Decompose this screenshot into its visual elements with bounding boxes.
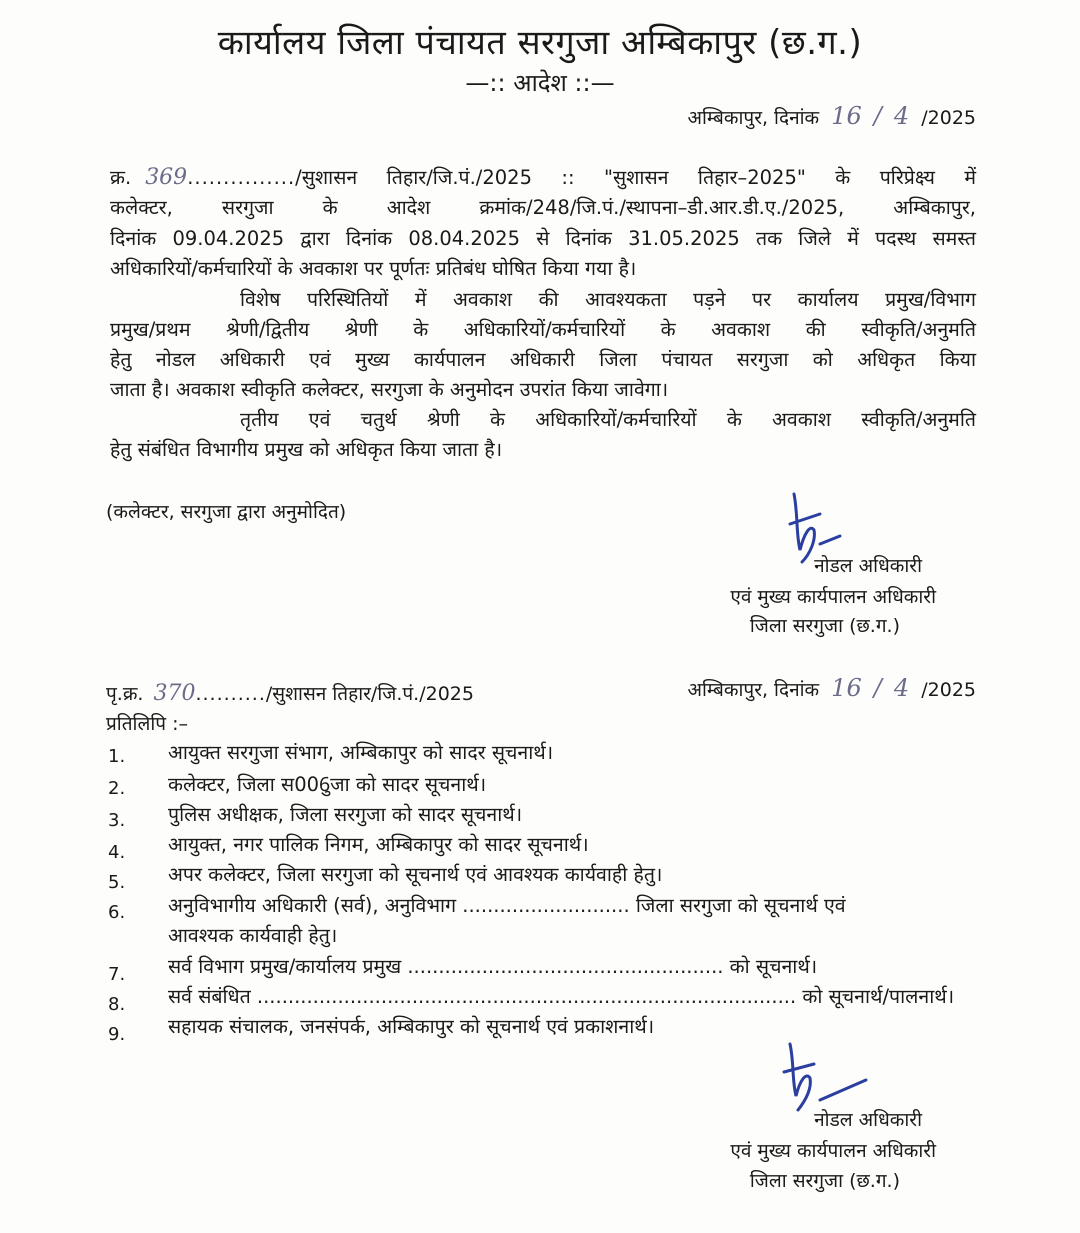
endorsement-number: पृ.क्र. 370........../सुशासन तिहार/जि.पं./2025 xyxy=(106,681,474,706)
document-page: कार्यालय जिला पंचायत सरगुजा अम्बिकापुर (छ.ग.) —:: आदेश ::— अम्बिकापुर, दिनांक 16 / 4 /2025 क्र. 369.............../सुशासन तिहार/जि.पं./2025 :: "सुशासन तिहार–2025" के परिप्रेक्ष्य में कलेक्टर, सरगुजा के आदेश क्रमांक/248/जि.पं./स्थापना–डी.आर.डी.ए./2025, अम्बिकापुर, दिनांक 09.04.2025 द्वारा दिनांक 08.04.2025 से दिनांक 31.05.2025 तक जिले में पदस्थ समस्त अधिकारियों/कर्मचारियों के अवकाश पर पूर्णतः प्रतिबंध घोषित किया गया है। विशेष परिस्थितियों में अवकाश की आवश्यकता पड़ने पर कार्यालय प्रमुख/विभाग प्रमुख/प्रथम श्रेणी/द्वितीय श्रेणी के अधिकारियों/कर्मचारियों के अवकाश की स्वीकृति/अनुमति हेतु नोडल अधिकारी एवं मुख्य कार्यपालन अधिकारी जिला पंचायत सरगुजा को अधिकृत किया जाता है। अवकाश स्वीकृति कलेक्टर, सरगुजा के अनुमोदन उपरांत किया जावेगा। तृतीय एवं चतुर्थ श्रेणी के अधिकारियों/कर्मचारियों के अवकाश स्वीकृति/अनुमति हेतु संबंधित विभागीय प्रमुख को अधिकृत किया जाता है। (कलेक्टर, सरगुजा द्वारा अनुमोदित) नोडल अधिकारी एवं मुख्य कार्यपालन अधिकारी जिला सरगुजा (छ.ग.) पृ.क्र. 370........../सुशासन तिहार/जि.पं./2025 अम्बिकापुर, दिनांक 16 / 4 /2025 प्रतिलिपि :– 1. आयुक्त सरगुजा संभाग, अम्बिकापुर को सादर सूचनार्थ। 2. कलेक्टर, जिला स006ुजा को सादर सूचनार्थ। 3. पुलिस अधीक्षक, जिला सरगुजा को सादर सूचनार्थ। 4. आयुक्त, नगर पालिक निगम, अम्बिकापुर को सादर सूचनार्थ। 5. अपर कलेक्टर, जिला सरगुजा को सूचनार्थ एवं आवश्यक कार्यवाही हेतु। 6. अनुविभागीय अधिकारी (सर्व), अनुविभाग ........................... जिला सरगुजा को सूचनार्थ एवं आवश्यक कार्यवाही हेतु। 7. सर्व विभाग प्रमुख/कार्यालय प्रमुख ................................................... को सूचनार्थ। 8. सर्व संबंधित ....................................................................................... को सूचनार्थ/पालनार्थ। 9. सहायक संचालक, जनसंपर्क, अम्बिकापुर को सूचनार्थ एवं प्रकाशनार्थ। नोडल अधिकारी एवं मुख्य कार्यपालन अधिकारी जिला सरगुजा (छ.ग.) xyxy=(0,0,1080,1233)
sig1-title: एवं मुख्य कार्यपालन अधिकारी xyxy=(730,586,936,608)
endorsement-number-hw: 370 xyxy=(153,681,196,706)
order-dateline: अम्बिकापुर, दिनांक 16 / 4 /2025 xyxy=(687,102,976,130)
order-number-prefix: क्र. xyxy=(110,166,132,189)
date-day: 16 xyxy=(831,102,862,130)
order-line-1-text: /सुशासन तिहार/जि.पं./2025 :: "सुशासन तिहार–2025" के परिप्रेक्ष्य में xyxy=(295,166,976,189)
sig1-designation: नोडल अधिकारी xyxy=(814,555,922,577)
dateline-prefix: अम्बिकापुर, दिनांक xyxy=(687,107,820,129)
sig2-office: जिला सरगुजा (छ.ग.) xyxy=(749,1170,900,1192)
copy-heading: प्रतिलिपि :– xyxy=(106,713,189,735)
order-heading: —:: आदेश ::— xyxy=(465,69,615,97)
sig2-designation: नोडल अधिकारी xyxy=(814,1109,922,1131)
order-line-9: तृतीय एवं चतुर्थ श्रेणी के अधिकारियों/कर्मचारियों के अवकाश स्वीकृति/अनुमति xyxy=(240,408,976,431)
sig2-title: एवं मुख्य कार्यपालन अधिकारी xyxy=(730,1140,936,1162)
date-month: 4 xyxy=(893,102,910,130)
approval-note: (कलेक्टर, सरगुजा द्वारा अनुमोदित) xyxy=(106,501,347,523)
office-title: कार्यालय जिला पंचायत सरगुजा अम्बिकापुर (छ.ग.) xyxy=(217,23,863,63)
order-line-8: जाता है। अवकाश स्वीकृति कलेक्टर, सरगुजा के अनुमोदन उपरांत किया जावेगा। xyxy=(110,378,669,401)
order-line-3: दिनांक 09.04.2025 द्वारा दिनांक 08.04.2025 से दिनांक 31.05.2025 तक जिले में पदस्थ समस्त xyxy=(110,227,976,250)
order-line-1: क्र. 369.............../सुशासन तिहार/जि.पं./2025 :: "सुशासन तिहार–2025" के परिप्रेक्ष्य में xyxy=(110,165,976,190)
order-line-7: हेतु नोडल अधिकारी एवं मुख्य कार्यपालन अधिकारी जिला पंचायत सरगुजा को अधिकृत किया xyxy=(110,348,976,371)
order-line-4: अधिकारियों/कर्मचारियों के अवकाश पर पूर्णतः प्रतिबंध घोषित किया गया है। xyxy=(110,257,637,280)
sig1-office: जिला सरगुजा (छ.ग.) xyxy=(749,615,900,637)
order-number: 369 xyxy=(145,165,188,190)
endorsement-dateline: अम्बिकापुर, दिनांक 16 / 4 /2025 xyxy=(687,674,976,702)
order-line-6: प्रमुख/प्रथम श्रेणी/द्वितीय श्रेणी के अधिकारियों/कर्मचारियों के अवकाश की स्वीकृति/अनुमति xyxy=(110,318,976,341)
date-year: /2025 xyxy=(921,107,976,129)
order-line-10: हेतु संबंधित विभागीय प्रमुख को अधिकृत किया जाता है। xyxy=(110,438,503,461)
order-line-2: कलेक्टर, सरगुजा के आदेश क्रमांक/248/जि.पं./स्थापना–डी.आर.डी.ए./2025, अम्बिकापुर, xyxy=(110,196,976,219)
order-line-5: विशेष परिस्थितियों में अवकाश की आवश्यकता पड़ने पर कार्यालय प्रमुख/विभाग xyxy=(240,288,976,311)
endorsement-date-day: 16 xyxy=(831,674,862,702)
endorsement-date-month: 4 xyxy=(893,674,910,702)
